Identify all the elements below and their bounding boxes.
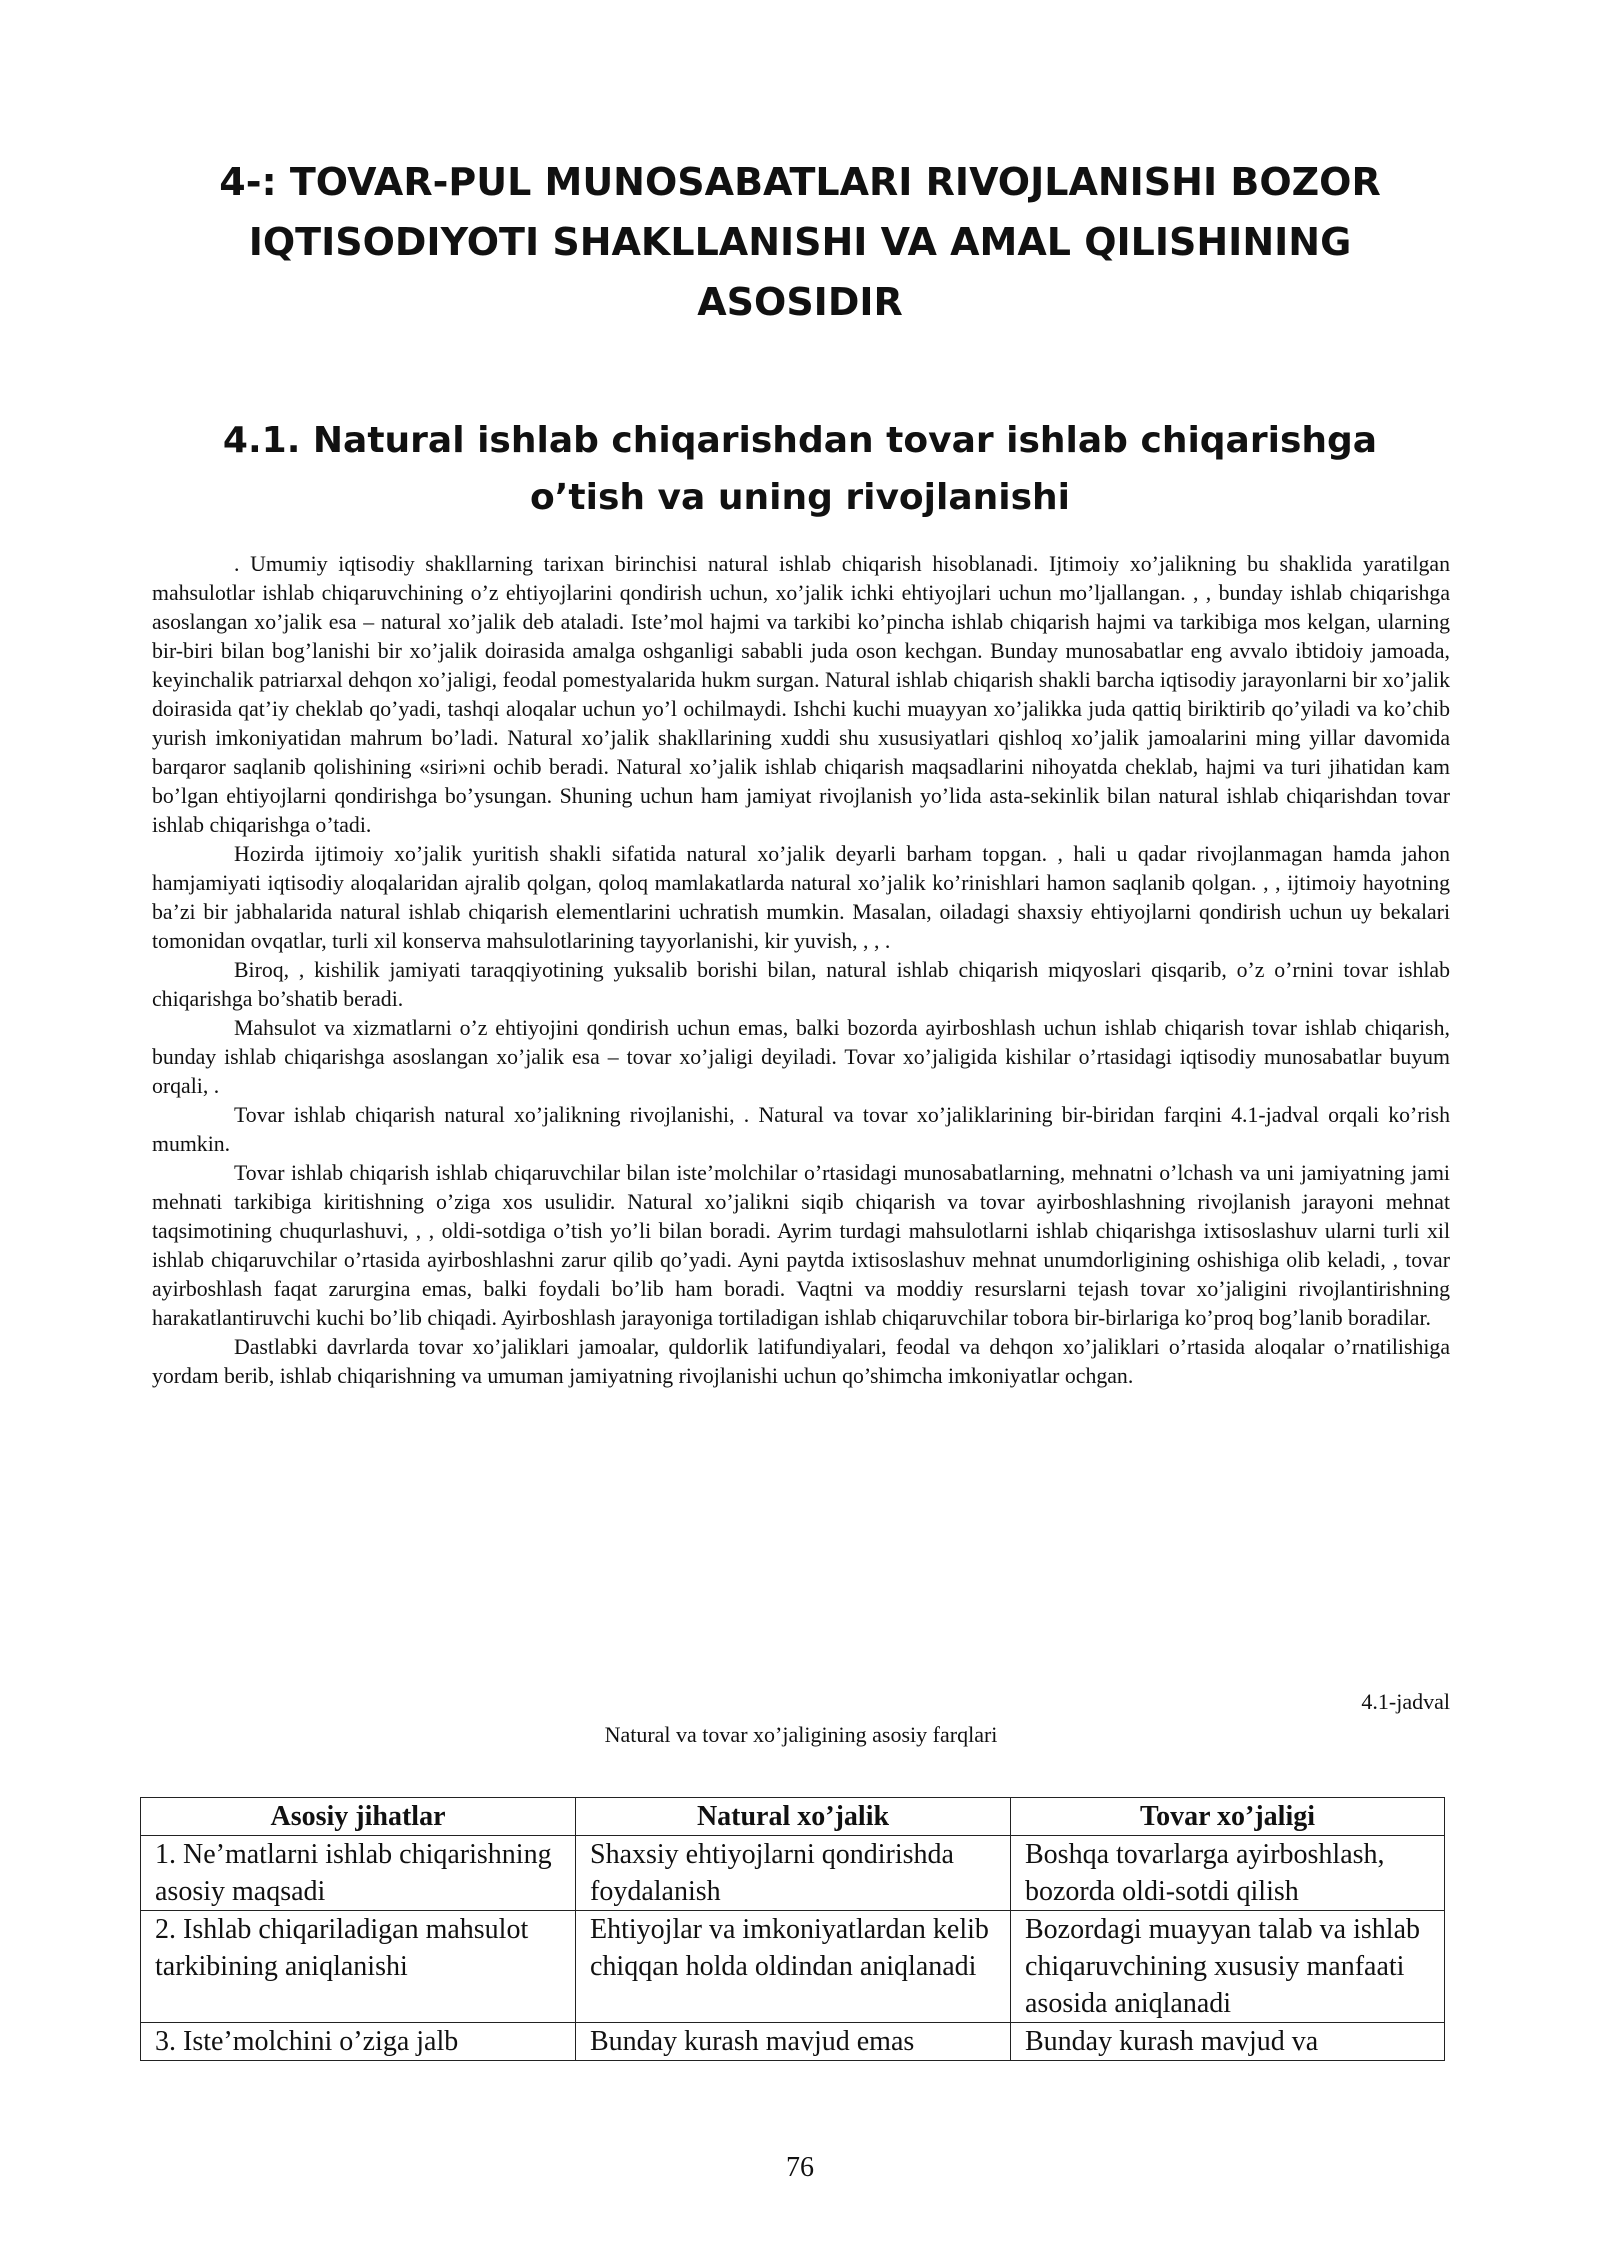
table-cell: Boshqa tovarlarga ayirboshlash, bozorda oldi-sotdi qilish	[1011, 1836, 1445, 1911]
paragraph: Hozirda ijtimoiy xo’jalik yuritish shakli sifatida natural xo’jalik deyarli barham topgan. , hali u qadar rivojlanmagan hamda jahon hamjamiyati iqtisodiy aloqalaridan ajralib qolgan, qoloq mamlakatlarda natural xo’jalik ko’rinishlari hamon saqlanib qolgan. , , ijtimoiy hayotning ba’zi bir jabhalarida natural ishlab chiqarish elementlarini uchratish mumkin. Masalan, oiladagi shaxsiy ehtiyojlarni qondirish uchun uy bekalari tomonidan ovqatlar, turli xil konserva mahsulotlarining tayyorlanishi, kir yuvish, , , .	[152, 842, 1450, 953]
paragraph: Tovar ishlab chiqarish ishlab chiqaruvchilar bilan iste’molchilar o’rtasidagi munosabatlarning, mehnatni o’lchash va uni jamiyatning jami mehnati tarkibiga kiritishning o’ziga xos usulidir. Natural xo’jalikni siqib chiqarish va tovar ayirboshlashning rivojlanish jarayoni mehnat taqsimotining chuqurlashuvi, , , oldi-sotdiga o’tish yo’li bilan boradi. Ayrim turdagi mahsulotlarni ishlab chiqarishga ixtisoslashuv ularni turli xil ishlab chiqaruvchilar o’rtasida ayirboshlashni zarur qilib qo’yadi. Ayni paytda ixtisoslashuv mehnat unumdorligining oshishiga olib keladi, , tovar ayirboshlash faqat zarurgina emas, balki foydali bo’lib ham boradi. Vaqtni va moddiy resurslarni tejash tovar xo’jaligini rivojlantirishning harakatlantiruvchi kuchi bo’lib chiqadi. Ayirboshlash jarayoniga tortiladigan ishlab chiqaruvchilar tobora bir-birlariga ko’proq bog’lanib boradilar.	[152, 1161, 1450, 1330]
table-row	[141, 1836, 1445, 1911]
paragraph: Biroq, , kishilik jamiyati taraqqiyotining yuksalib borishi bilan, natural ishlab chiqarish miqyoslari qisqarib, o’z o’rnini tovar ishlab chiqarishga bo’shatib beradi.	[152, 958, 1450, 1011]
table-number: 4.1-jadval	[1361, 1689, 1450, 1714]
table-cell: Bunday kurash mavjud va	[1011, 2023, 1445, 2061]
paragraph: . Umumiy iqtisodiy shakllarning tarixan birinchisi natural ishlab chiqarish hisoblanadi. Ijtimoiy xo’jalikning bu shaklida yaratilgan mahsulotlar ishlab chiqaruvchining o’z ehtiyojlarini qondirish uchun, xo’jalik ichki ehtiyojlari uchun mo’ljallangan. , , bunday ishlab chiqarishga asoslangan xo’jalik esa – natural xo’jalik deb ataladi. Iste’mol hajmi va tarkibi ko’pincha ishlab chiqarish hajmi va tarkibiga mos kelgan, ularning bir-biri bilan bog’lanishi bir xo’jalik doirasida amalga oshganligi sababli juda oson kechgan. Bunday munosabatlar eng avvalo ibtidoiy jamoada, keyinchalik patriarxal dehqon xo’jaligi, feodal pomestyalarida hukm surgan. Natural ishlab chiqarish shakli barcha iqtisodiy jarayonlarni bir xo’jalik doirasida qat’iy cheklab qo’yadi, tashqi aloqalar uchun yo’l ochilmaydi. Ishchi kuchi muayyan xo’jalikka juda qattiq biriktirib qo’yiladi va ko’chib yurish imkoniyatidan mahrum bo’ladi. Natural xo’jalik shakllarining xuddi shu xususiyatlari qishloq xo’jalik jamoalarini ming yillar davomida barqaror saqlanib qolishining «siri»ni ochib beradi. Natural xo’jalik ishlab chiqarish maqsadlarini nihoyatda cheklab, hajmi va turi jihatidan kam bo’lgan ehtiyojlarni qondirishga bo’ysungan. Shuning uchun ham jamiyat rivojlanish yo’lida asta-sekinlik bilan natural ishlab chiqarishdan tovar ishlab chiqarishga o’tadi.	[152, 552, 1450, 837]
table-row	[141, 2023, 1445, 2061]
table-cell: 1. Ne’matlarni ishlab chiqarishning asosiy maqsadi	[141, 1836, 576, 1911]
table-cell: Shaxsiy ehtiyojlarni qondirishda foydalanish	[576, 1836, 1011, 1911]
table-caption: Natural va tovar xo’jaligining asosiy farqlari	[604, 1722, 998, 1747]
table-cell: Ehtiyojlar va imkoniyatlardan kelib chiqqan holda oldindan aniqlanadi	[576, 1911, 1011, 2023]
table-header-cell: Tovar xo’jaligi	[1011, 1798, 1445, 1836]
table-row	[141, 1911, 1445, 2023]
section-title-line-1: 4.1. Natural ishlab chiqarishdan tovar ishlab chiqarishga	[222, 420, 1378, 461]
paragraph: Dastlabki davrlarda tovar xo’jaliklari jamoalar, quldorlik latifundiyalari, feodal va dehqon xo’jaliklari o’rtasida aloqalar o’rnatilishiga yordam berib, ishlab chiqarishning va umuman jamiyatning rivojlanishi uchun qo’shimcha imkoniyatlar ochgan.	[152, 1335, 1450, 1388]
table-header-cell: Asosiy jihatlar	[141, 1798, 576, 1836]
table-cell: 3. Iste’molchini o’ziga jalb	[141, 2023, 576, 2061]
section-title	[180, 412, 1420, 526]
comparison-table	[140, 1797, 1445, 2061]
table-cell: Bunday kurash mavjud emas	[576, 2023, 1011, 2061]
table-header-row	[141, 1798, 1445, 1836]
paragraph: Mahsulot va xizmatlarni o’z ehtiyojini qondirish uchun emas, balki bozorda ayirboshlash uchun ishlab chiqarish tovar ishlab chiqarish, bunday ishlab chiqarishga asoslangan xo’jalik esa – tovar xo’jaligi deyiladi. Tovar xo’jaligida kishilar o’rtasidagi iqtisodiy munosabatlar buyum orqali, .	[152, 1016, 1450, 1098]
paragraph: Tovar ishlab chiqarish natural xo’jalikning rivojlanishi, . Natural va tovar xo’jaliklarining bir-biridan farqini 4.1-jadval orqali ko’rish mumkin.	[152, 1103, 1450, 1156]
body-text	[152, 550, 1450, 1391]
chapter-title: 4-: TOVAR-PUL MUNOSABATLARI RIVOJLANISHI BOZOR IQTISODIYOTI SHAKLLANISHI VA AMAL QILISHINING ASOSIDIR	[219, 160, 1381, 324]
table-cell: Bozordagi muayyan talab va ishlab chiqaruvchining xususiy manfaati asosida aniqlanadi	[1011, 1911, 1445, 2023]
page-number: 76	[786, 2152, 814, 2183]
section-title-line-2: o’tish va uning rivojlanishi	[530, 477, 1070, 518]
table-header-cell: Natural xo’jalik	[576, 1798, 1011, 1836]
table-cell: 2. Ishlab chiqariladigan mahsulot tarkibining aniqlanishi	[141, 1911, 576, 2023]
